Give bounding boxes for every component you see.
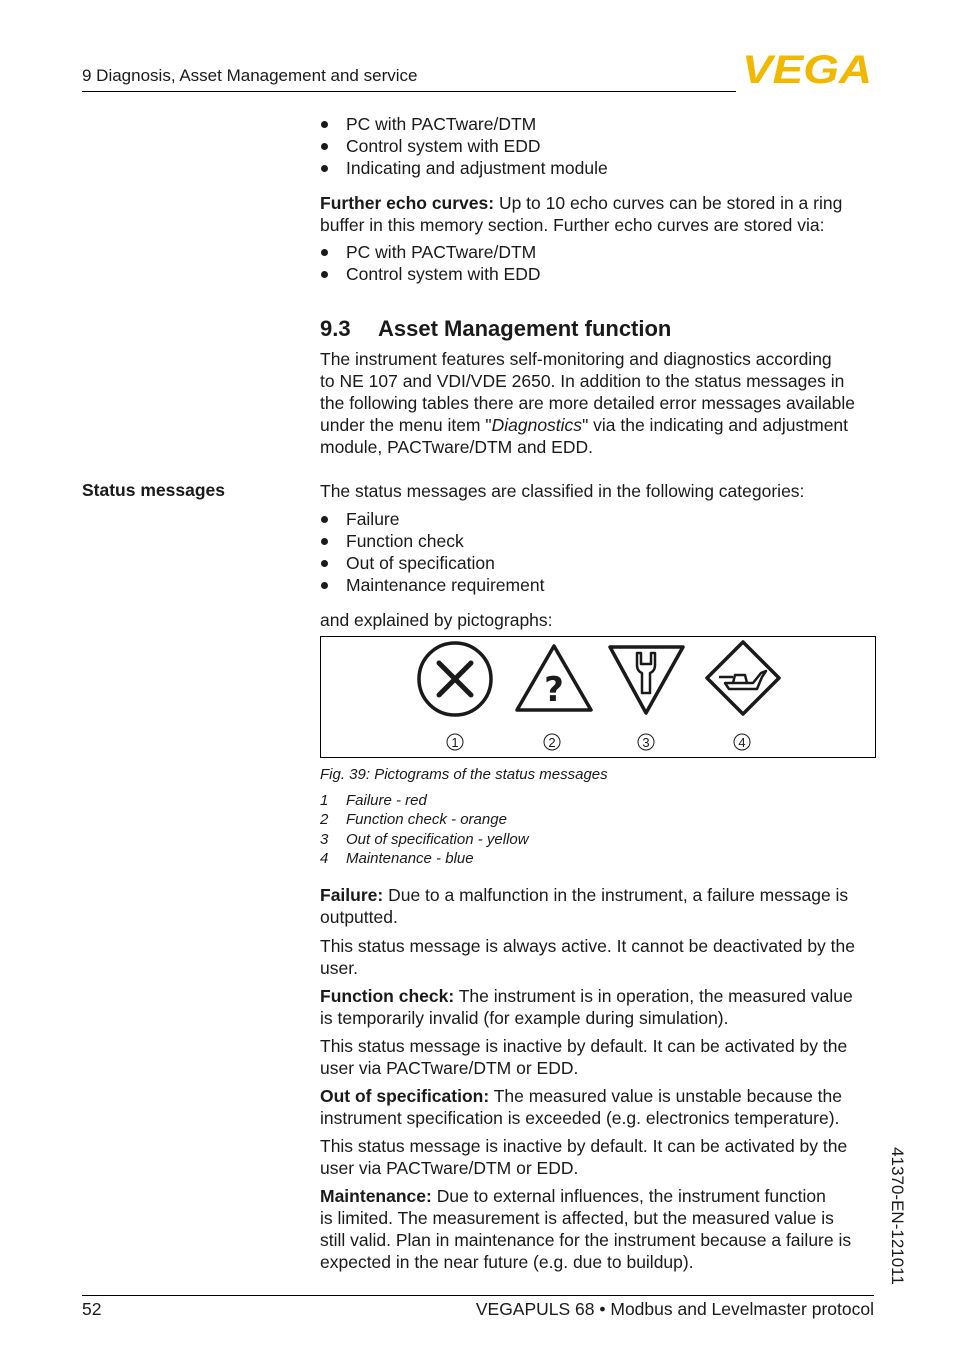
legend-number: 4 bbox=[320, 849, 329, 867]
paragraph-line: to NE 107 and VDI/VDE 2650. In addition to the status messages in bbox=[320, 371, 845, 391]
function-check-icon bbox=[517, 646, 591, 710]
paragraph-text: Due to external influences, the instrument function bbox=[431, 1186, 826, 1206]
category-list bbox=[320, 508, 876, 596]
list-item: PC with PACTware/DTM bbox=[320, 113, 876, 135]
legend-text: Out of specification - yellow bbox=[346, 830, 529, 848]
maintenance-icon bbox=[707, 642, 779, 714]
paragraph-text: The measured value is unstable because the bbox=[489, 1086, 843, 1106]
failure-paragraph bbox=[320, 884, 876, 928]
maintenance-paragraph bbox=[320, 1185, 876, 1273]
function-check-paragraph bbox=[320, 985, 876, 1029]
paragraph-text: " via the indicating and adjustment bbox=[582, 415, 849, 435]
function-check-label: Function check: bbox=[320, 986, 455, 1006]
legend-text: Function check - orange bbox=[346, 811, 507, 829]
list-item: Indicating and adjustment module bbox=[320, 157, 876, 179]
paragraph-line: is limited. The measurement is affected, but the measured value is bbox=[320, 1208, 834, 1228]
legend-number: 3 bbox=[320, 830, 329, 848]
header-rule bbox=[82, 91, 736, 92]
paragraph-line: user via PACTware/DTM or EDD. bbox=[320, 1058, 579, 1078]
paragraph-line: This status message is inactive by default. It can be activated by the bbox=[320, 1136, 848, 1156]
further-echo-text: buffer in this memory section. Further echo curves are stored via: bbox=[320, 215, 825, 235]
paragraph-line: user. bbox=[320, 958, 358, 978]
list-item: PC with PACTware/DTM bbox=[320, 241, 876, 263]
legend-text: Failure - red bbox=[346, 792, 427, 809]
pictogram-number-4: 4 bbox=[738, 735, 746, 750]
figure-caption: Fig. 39: Pictograms of the status messages bbox=[320, 766, 608, 783]
status-intro: The status messages are classified in the following categories: bbox=[320, 481, 805, 501]
out-of-spec-paragraph bbox=[320, 1085, 876, 1129]
paragraph-line: instrument specification is exceeded (e.g. electronics temperature). bbox=[320, 1108, 840, 1128]
vega-logo-text: VEGA bbox=[742, 50, 872, 86]
inactive-paragraph bbox=[320, 1035, 876, 1079]
paragraph-line: still valid. Plan in maintenance for the instrument because a failure is bbox=[320, 1230, 852, 1250]
footer-rule bbox=[82, 1295, 874, 1296]
section-number: 9.3 bbox=[320, 316, 351, 341]
further-echo-text: Up to 10 echo curves can be stored in a ring bbox=[494, 193, 843, 213]
paragraph-line: This status message is inactive by default. It can be activated by the bbox=[320, 1036, 848, 1056]
paragraph-text: Due to a malfunction in the instrument, a failure message is bbox=[383, 885, 849, 905]
pictogram-figure bbox=[320, 636, 876, 758]
further-echo-label: Further echo curves: bbox=[320, 193, 495, 213]
legend-number: 1 bbox=[320, 792, 329, 809]
failure-label: Failure: bbox=[320, 885, 384, 905]
list-item: Out of specification bbox=[320, 552, 876, 574]
pictogram-number-3: 3 bbox=[642, 735, 650, 750]
document-id bbox=[884, 1138, 910, 1294]
running-header: 9 Diagnosis, Asset Management and service bbox=[82, 66, 418, 85]
legend-item bbox=[320, 791, 529, 810]
figure-legend bbox=[320, 791, 529, 868]
paragraph-text: under the menu item " bbox=[320, 415, 492, 435]
page-number: 52 bbox=[82, 1299, 102, 1319]
pictogram-number-2: 2 bbox=[548, 735, 556, 750]
section-heading bbox=[320, 316, 671, 342]
paragraph-line: the following tables there are more detailed error messages available bbox=[320, 393, 856, 413]
paragraph-line: This status message is always active. It cannot be deactivated by the bbox=[320, 936, 855, 956]
vega-logo bbox=[740, 50, 874, 86]
pictogram-number bbox=[734, 734, 750, 750]
pictogram-number bbox=[447, 734, 463, 750]
legend-item bbox=[320, 830, 529, 849]
paragraph-line: user via PACTware/DTM or EDD. bbox=[320, 1158, 579, 1178]
always-active-paragraph bbox=[320, 935, 876, 979]
paragraph-line: outputted. bbox=[320, 907, 398, 927]
svg-text:?: ? bbox=[544, 670, 564, 710]
section-paragraph bbox=[320, 348, 876, 458]
list-item: Function check bbox=[320, 530, 876, 552]
list-item: Maintenance requirement bbox=[320, 574, 876, 596]
list-item: Failure bbox=[320, 508, 876, 530]
inactive-paragraph-2 bbox=[320, 1135, 876, 1179]
further-echo-paragraph bbox=[320, 192, 876, 236]
legend-text: Maintenance - blue bbox=[346, 849, 474, 867]
pictogram-number bbox=[544, 734, 560, 750]
pictograph-intro: and explained by pictographs: bbox=[320, 610, 553, 630]
side-heading-status-messages: Status messages bbox=[82, 480, 225, 500]
list-item: Control system with EDD bbox=[320, 263, 876, 285]
failure-icon bbox=[419, 643, 491, 715]
pictogram-number-1: 1 bbox=[451, 735, 459, 750]
legend-number: 2 bbox=[320, 811, 329, 829]
paragraph-line: expected in the near future (e.g. due to buildup). bbox=[320, 1252, 694, 1272]
paragraph-text: The instrument is in operation, the measured value bbox=[454, 986, 853, 1006]
footer-title: VEGAPULS 68 • Modbus and Levelmaster protocol bbox=[475, 1299, 874, 1319]
out-of-specification-icon bbox=[610, 647, 683, 713]
maintenance-label: Maintenance: bbox=[320, 1186, 432, 1206]
document-id-text: 41370-EN-121011 bbox=[888, 1147, 907, 1285]
legend-item bbox=[320, 810, 529, 829]
paragraph-line: is temporarily invalid (for example during simulation). bbox=[320, 1008, 729, 1028]
diagnostics-menu-item: Diagnostics bbox=[491, 415, 583, 435]
legend-item bbox=[320, 849, 529, 868]
out-of-spec-label: Out of specification: bbox=[320, 1086, 490, 1106]
paragraph-line: The instrument features self-monitoring and diagnostics according bbox=[320, 349, 832, 369]
intro-list bbox=[320, 113, 876, 179]
section-title: Asset Management function bbox=[378, 316, 672, 341]
paragraph-line: module, PACTware/DTM and EDD. bbox=[320, 437, 593, 457]
further-list bbox=[320, 241, 876, 285]
pictogram-number bbox=[638, 734, 654, 750]
list-item: Control system with EDD bbox=[320, 135, 876, 157]
